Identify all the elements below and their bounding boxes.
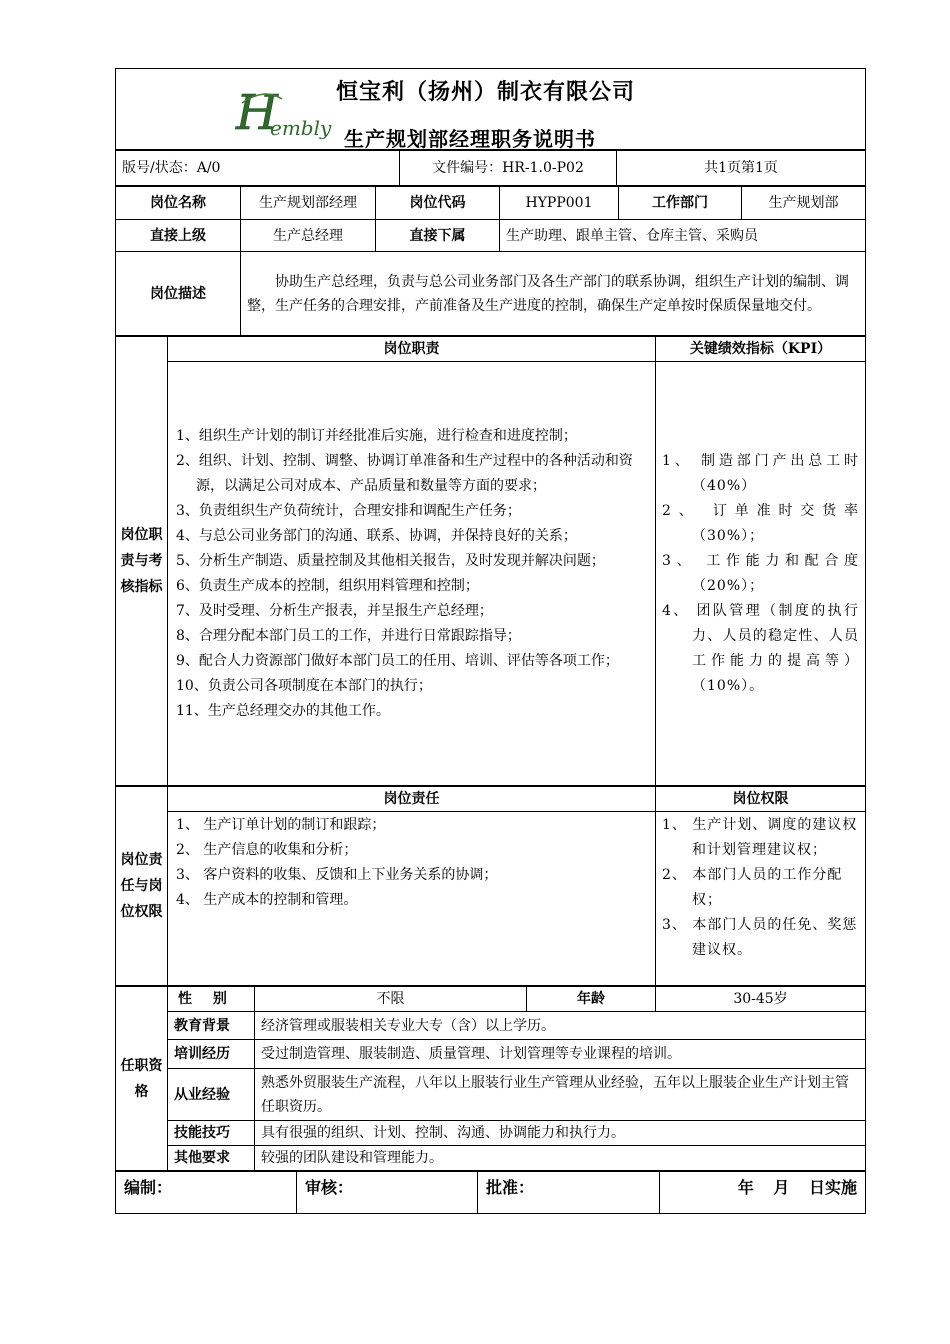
education-value: 经济管理或服装相关专业大专（含）以上学历。	[255, 1012, 866, 1040]
authority-item: 1、 生产计划、调度的建议权和计划管理建议权；	[662, 817, 858, 858]
experience-value: 熟悉外贸服装生产流程，八年以上服装行业生产管理从业经验，五年以上服装企业生产计划主管任职资历。	[255, 1069, 866, 1121]
age-label: 年龄	[527, 987, 656, 1012]
svg-text:H: H	[236, 85, 278, 139]
experience-label: 从业经验	[168, 1069, 255, 1121]
position-description: 协助生产总经理，负责与总公司业务部门及各生产部门的联系协调，组织生产计划的编制、调整，生产任务的合理安排，产前准备及生产进度的控制，确保生产定单按时保质保量地交付。	[241, 252, 866, 336]
responsibility-item: 1、 生产订单计划的制订和跟踪；	[176, 817, 386, 833]
meta-table	[115, 150, 866, 186]
subordinates-label: 直接下属	[376, 220, 500, 252]
position-table	[115, 186, 866, 336]
job-description-sheet	[115, 68, 865, 1214]
duty-item: 8、合理分配本部门员工的工作，并进行日常跟踪指导；	[176, 627, 521, 644]
position-name: 生产规划部经理	[241, 187, 376, 220]
kpi-header: 关键绩效指标（KPI）	[656, 337, 866, 362]
kpi-list	[662, 449, 859, 699]
skills-value: 具有很强的组织、计划、控制、沟通、协调能力和执行力。	[255, 1121, 866, 1146]
duty-item: 5、分析生产制造、质量控制及其他相关报告，及时发现并解决问题；	[176, 552, 605, 569]
department: 生产规划部	[742, 187, 866, 220]
responsibility-list-cell	[168, 812, 656, 986]
position-code: HYPP001	[500, 187, 619, 220]
gender-label: 性 别	[168, 987, 255, 1012]
gender-value: 不限	[255, 987, 527, 1012]
reviewer-field: 审核：	[297, 1172, 478, 1214]
qualification-side-label: 任职资格	[116, 987, 168, 1171]
training-label: 培训经历	[168, 1040, 255, 1069]
header-table	[115, 68, 866, 150]
version-status: 版号/状态：A/0	[116, 151, 400, 186]
kpi-item: 4、 团队管理（制度的执行力、人员的稳定性、人员工作能力的提高等）（10%）。	[662, 602, 859, 694]
authority-header: 岗位权限	[656, 787, 866, 812]
kpi-list-cell	[656, 362, 866, 786]
other-requirements-label: 其他要求	[168, 1146, 255, 1171]
position-name-label: 岗位名称	[116, 187, 241, 220]
signature-table	[115, 1171, 866, 1214]
kpi-item: 2、 订单准时交货率（30%）；	[662, 502, 859, 544]
duty-item: 3、负责组织生产负荷统计，合理安排和调配生产任务；	[176, 502, 521, 519]
other-requirements-value: 较强的团队建设和管理能力。	[255, 1146, 866, 1171]
responsibility-item: 2、 生产信息的收集和分析；	[176, 842, 358, 858]
duty-item: 4、与总公司业务部门的沟通、联系、协调，并保持良好的关系；	[176, 527, 577, 544]
responsibility-side-label: 岗位责任与岗位权限	[116, 787, 168, 986]
superior: 生产总经理	[241, 220, 376, 252]
age-value: 30-45岁	[656, 987, 866, 1012]
responsibility-table	[115, 786, 866, 986]
department-label: 工作部门	[619, 187, 742, 220]
responsibility-item: 3、 客户资料的收集、反馈和上下业务关系的协调；	[176, 867, 498, 883]
duties-list-cell	[168, 362, 656, 786]
responsibility-item: 4、 生产成本的控制和管理。	[176, 892, 358, 908]
document-title: 生产规划部经理职务说明书	[344, 127, 596, 150]
duties-side-label: 岗位职责与考核指标	[116, 337, 168, 786]
duties-table	[115, 336, 866, 786]
description-label: 岗位描述	[116, 252, 241, 336]
kpi-item: 1、 制造部门产出总工时（40%）	[662, 452, 859, 494]
duty-item: 9、配合人力资源部门做好本部门员工的任用、培训、评估等各项工作；	[176, 652, 619, 669]
approver-field: 批准：	[478, 1172, 660, 1214]
duty-item: 1、组织生产计划的制订并经批准后实施，进行检查和进度控制；	[176, 427, 577, 444]
superior-label: 直接上级	[116, 220, 241, 252]
page-count: 共1页第1页	[617, 151, 866, 186]
responsibility-list	[176, 813, 647, 913]
authority-item: 3、 本部门人员的任免、奖惩建议权。	[662, 917, 858, 958]
education-label: 教育背景	[168, 1012, 255, 1040]
editor-field: 编制：	[116, 1172, 297, 1214]
document-header	[116, 69, 866, 150]
duty-item: 6、负责生产成本的控制，组织用料管理和控制；	[176, 577, 479, 594]
duty-item: 10、负责公司各项制度在本部门的执行；	[176, 677, 432, 694]
subordinates: 生产助理、跟单主管、仓库主管、采购员	[500, 220, 866, 252]
authority-item: 2、 本部门人员的工作分配权；	[662, 867, 843, 908]
svg-text:embly: embly	[270, 116, 332, 139]
responsibility-header: 岗位责任	[168, 787, 656, 812]
kpi-item: 3、 工作能力和配合度（20%）；	[662, 552, 859, 594]
authority-list	[662, 813, 859, 963]
duty-item: 7、及时受理、分析生产报表，并呈报生产总经理；	[176, 602, 493, 619]
hembly-logo	[234, 83, 334, 139]
effective-date-field: 年 月 日实施	[660, 1172, 866, 1214]
duties-header: 岗位职责	[168, 337, 656, 362]
company-name: 恒宝利（扬州）制衣有限公司	[336, 80, 636, 105]
authority-list-cell	[656, 812, 866, 986]
duties-list	[176, 424, 647, 724]
skills-label: 技能技巧	[168, 1121, 255, 1146]
file-number: 文件编号：HR-1.0-P02	[400, 151, 617, 186]
qualification-table	[115, 986, 866, 1171]
duty-item: 11、生产总经理交办的其他工作。	[176, 702, 390, 719]
position-code-label: 岗位代码	[376, 187, 500, 220]
training-value: 受过制造管理、服装制造、质量管理、计划管理等专业课程的培训。	[255, 1040, 866, 1069]
duty-item: 2、组织、计划、控制、调整、协调订单准备和生产过程中的各种活动和资源，以满足公司对成本、产品质量和数量等方面的要求；	[176, 452, 633, 494]
